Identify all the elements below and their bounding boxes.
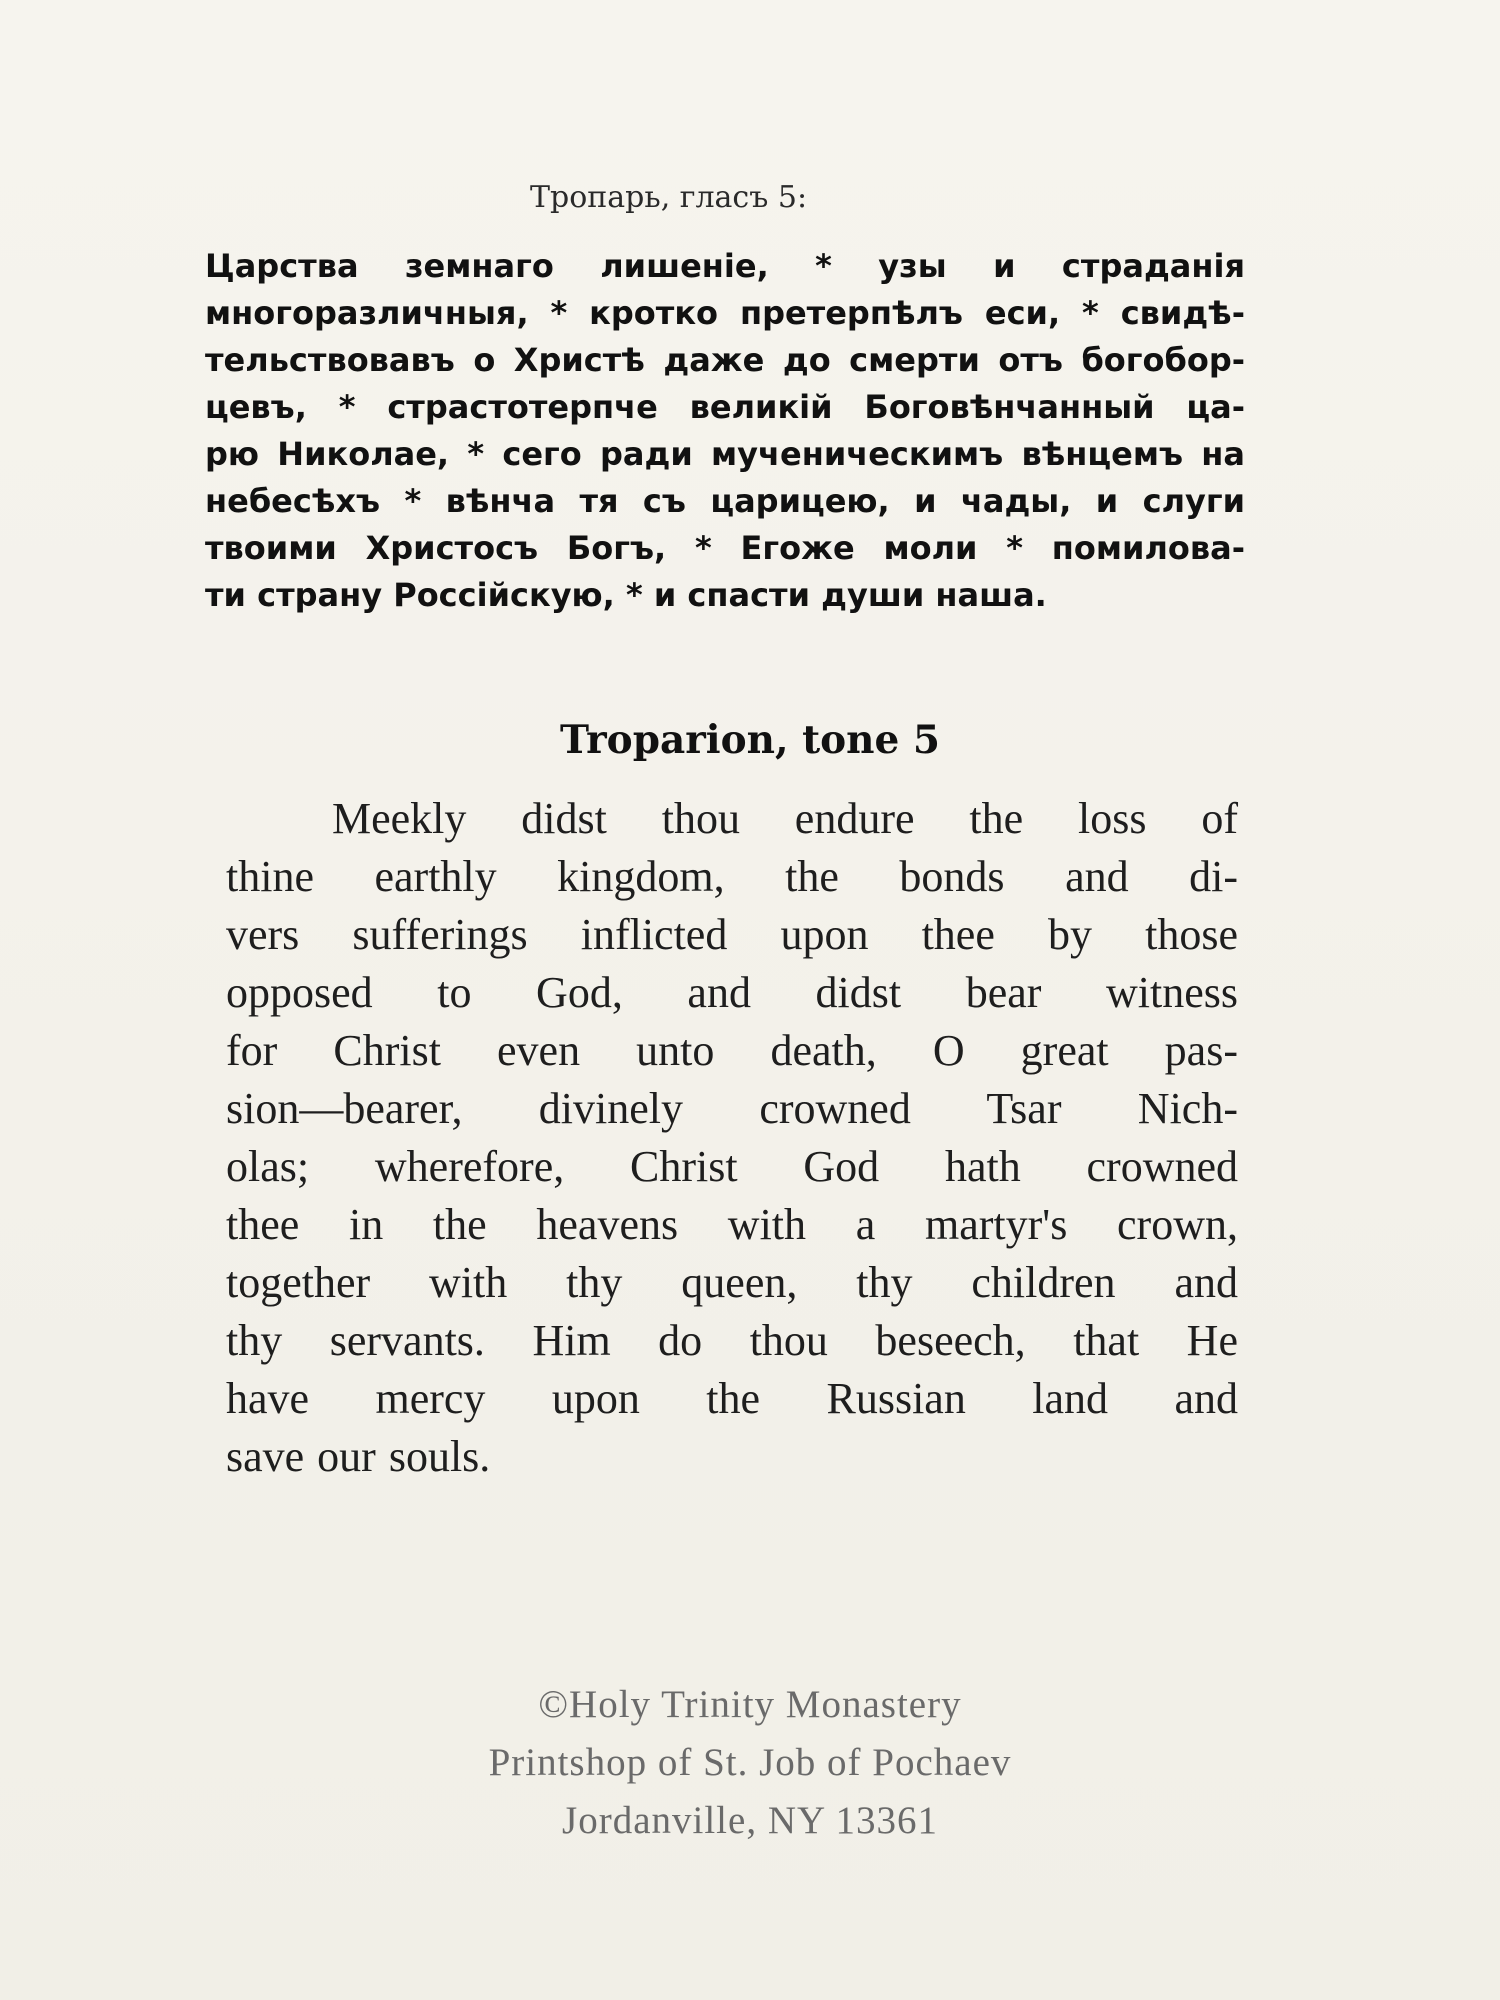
slavonic-line: цевъ, * страстотерпче великій Боговѣнчанный ца- [205, 388, 1245, 426]
imprint-copyright: ©Holy Trinity Monastery [538, 1683, 962, 1726]
slavonic-line: многоразличныя, * кротко претерпѣлъ еси, * свидѣ- [205, 294, 1245, 332]
slavonic-line: небесѣхъ * вѣнча тя съ царицею, и чады, и слуги [205, 482, 1245, 520]
english-line: thy servants. Him do thou beseech, that He [226, 1316, 1238, 1365]
english-line: have mercy upon the Russian land and [226, 1374, 1238, 1423]
english-line: opposed to God, and didst bear witness [226, 968, 1238, 1017]
english-line: thee in the heavens with a martyr's crown, [226, 1200, 1238, 1249]
imprint-address: Jordanville, NY 13361 [562, 1799, 938, 1842]
english-line: together with thy queen, thy children and [226, 1258, 1238, 1307]
slavonic-line: твоими Христосъ Богъ, * Егоже моли * помилова- [205, 529, 1245, 567]
imprint-printshop: Printshop of St. Job of Pochaev [488, 1741, 1012, 1784]
slavonic-line: ти страну Россійскую, * и спасти души наша. [205, 576, 1047, 614]
slavonic-line: рю Николае, * сего ради мученическимъ вѣнцемъ на [205, 435, 1245, 473]
english-line: olas; wherefore, Christ God hath crowned [226, 1142, 1238, 1191]
english-line: sion—bearer, divinely crowned Tsar Nich- [226, 1084, 1238, 1133]
english-heading: Troparion, tone 5 [559, 717, 941, 763]
english-line: vers sufferings inflicted upon thee by those [226, 910, 1238, 959]
slavonic-line: тельствовавъ о Христѣ даже до смерти отъ богобор- [205, 341, 1245, 379]
english-troparion-text [226, 790, 1238, 1486]
publisher-imprint [0, 1676, 1500, 1850]
english-line: thine earthly kingdom, the bonds and di- [226, 852, 1238, 901]
slavonic-line: Царства земнаго лишеніе, * узы и страданія [205, 247, 1245, 285]
slavonic-heading: Тропарь, гласъ 5: [530, 180, 808, 215]
slavonic-troparion-text [205, 243, 1245, 619]
english-line: for Christ even unto death, O great pas- [226, 1026, 1238, 1075]
english-line: save our souls. [226, 1432, 491, 1481]
english-line: Meekly didst thou endure the loss of [332, 794, 1238, 843]
